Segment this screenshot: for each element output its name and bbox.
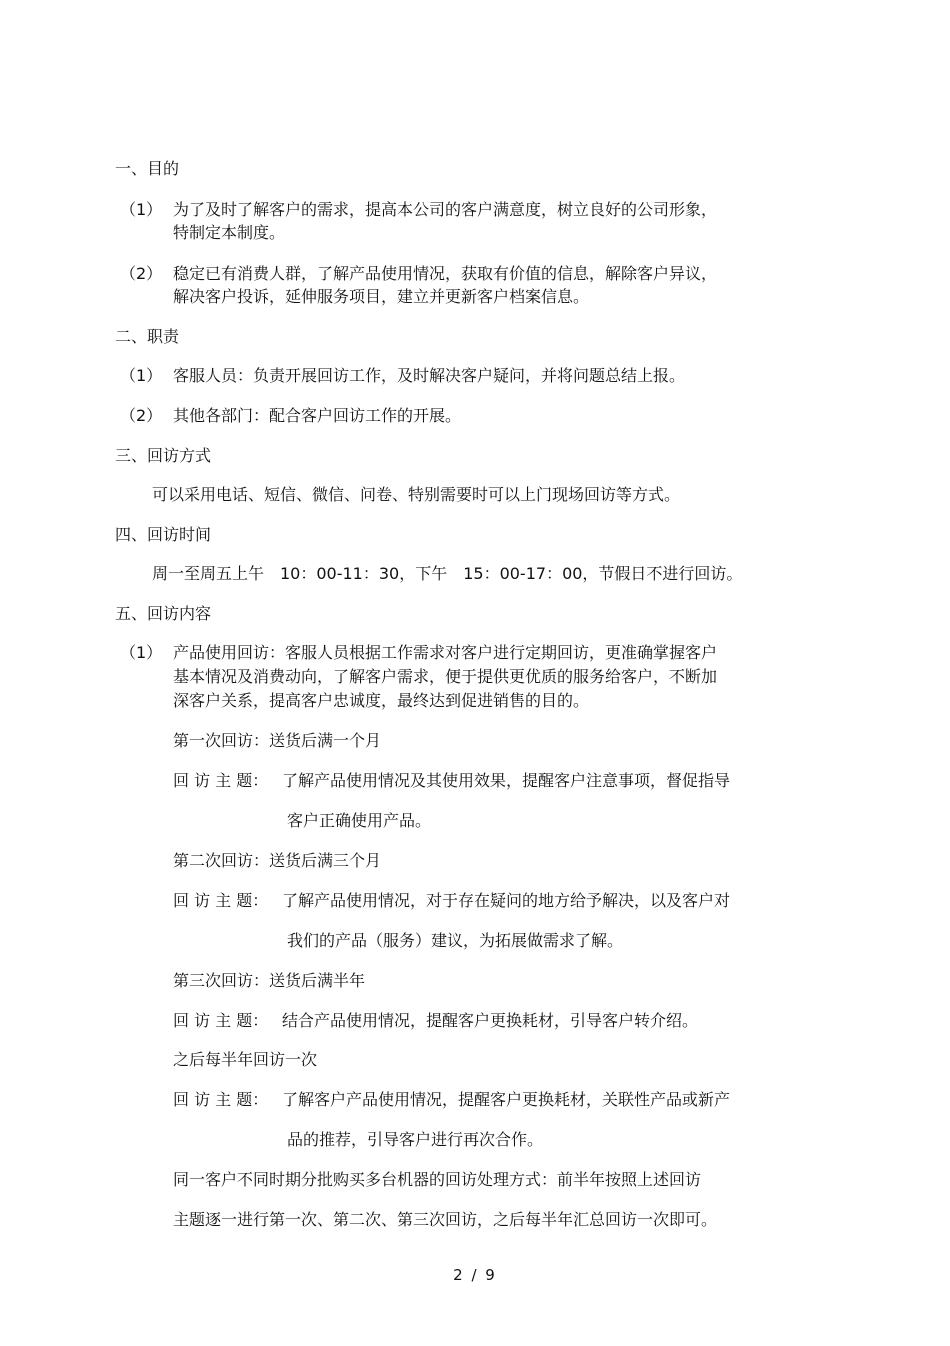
paragraph-line: 产品使用回访：客服人员根据工作需求对客户进行定期回访，更准确掌握客户 — [173, 643, 718, 662]
item-number: （1） — [120, 643, 163, 662]
visit-topic-line: 我们的产品（服务）建议，为拓展做需求了解。 — [287, 931, 624, 950]
section-heading-method: 三、回访方式 — [115, 446, 212, 465]
section-heading-purpose: 一、目的 — [115, 159, 180, 178]
paragraph-line: 深客户关系，提高客户忠诚度，最终达到促进销售的目的。 — [173, 691, 590, 710]
visit-topic-line: 结合产品使用情况，提醒客户更换耗材，引导客户转介绍。 — [282, 1011, 699, 1030]
paragraph-line: 客服人员：负责开展回访工作，及时解决客户疑问，并将问题总结上报。 — [173, 366, 686, 385]
paragraph-line: 特制定本制度。 — [173, 223, 286, 242]
paragraph-line: 同一客户不同时期分批购买多台机器的回访处理方式：前半年按照上述回访 — [173, 1170, 702, 1189]
item-number: （2） — [120, 264, 163, 283]
paragraph-line: 基本情况及消费动向，了解客户需求，便于提供更优质的服务给客户，不断加 — [173, 667, 718, 686]
paragraph-line: 可以采用电话、短信、微信、问卷、特别需要时可以上门现场回访等方式。 — [152, 485, 681, 504]
visit-topic-label: 回 访 主 题： — [173, 891, 269, 910]
visit-topic-line: 品的推荐，引导客户进行再次合作。 — [287, 1130, 544, 1149]
paragraph-line: 主题逐一进行第一次、第二次、第三次回访，之后每半年汇总回访一次即可。 — [173, 1210, 718, 1229]
paragraph-line: 周一至周五上午 10：00-11：30，下午 15：00-17：00，节假日不进行回访。 — [152, 564, 743, 583]
paragraph-line: 稳定已有消费人群，了解产品使用情况，获取有价值的信息，解除客户异议， — [173, 264, 718, 283]
paragraph-line: 其他各部门：配合客户回访工作的开展。 — [173, 406, 462, 425]
visit-schedule: 第二次回访：送货后满三个月 — [173, 851, 382, 870]
page-number: 2 / 9 — [453, 1266, 497, 1284]
visit-schedule: 第三次回访：送货后满半年 — [173, 971, 366, 990]
section-heading-content: 五、回访内容 — [115, 604, 212, 623]
visit-topic-line: 客户正确使用产品。 — [287, 811, 432, 830]
visit-topic-label: 回 访 主 题： — [173, 1011, 269, 1030]
section-heading-time: 四、回访时间 — [115, 525, 212, 544]
visit-topic-line: 了解产品使用情况，对于存在疑问的地方给予解决，以及客户对 — [282, 891, 731, 910]
visit-topic-label: 回 访 主 题： — [173, 1090, 269, 1109]
visit-topic-line: 了解客户产品使用情况，提醒客户更换耗材，关联性产品或新产 — [282, 1090, 731, 1109]
visit-schedule: 第一次回访：送货后满一个月 — [173, 731, 382, 750]
item-number: （1） — [120, 200, 163, 219]
paragraph-line: 为了及时了解客户的需求，提高本公司的客户满意度，树立良好的公司形象， — [173, 200, 718, 219]
item-number: （1） — [120, 366, 163, 385]
visit-schedule: 之后每半年回访一次 — [173, 1050, 318, 1069]
item-number: （2） — [120, 406, 163, 425]
paragraph-line: 解决客户投诉，延伸服务项目，建立并更新客户档案信息。 — [173, 287, 590, 306]
visit-topic-label: 回 访 主 题： — [173, 771, 269, 790]
section-heading-duties: 二、职责 — [115, 327, 180, 346]
visit-topic-line: 了解产品使用情况及其使用效果，提醒客户注意事项，督促指导 — [282, 771, 731, 790]
